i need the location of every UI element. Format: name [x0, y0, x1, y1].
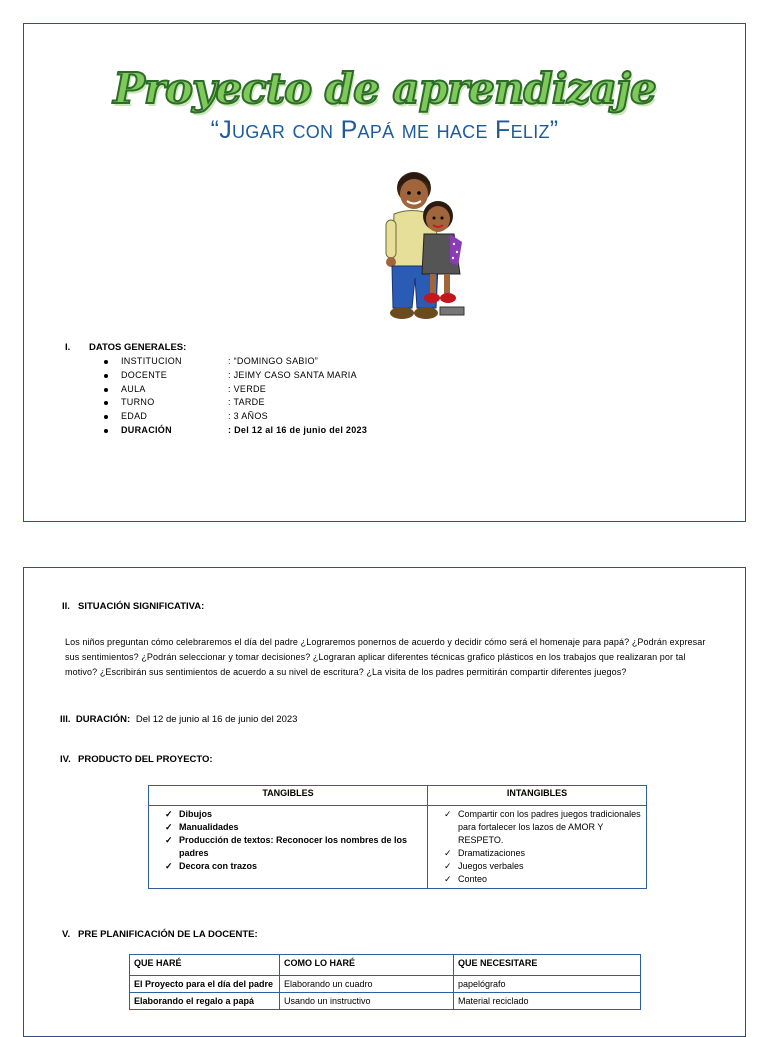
column-header: QUE NECESITARE [454, 955, 641, 976]
list-item [436, 873, 642, 886]
field-value: : VERDE [228, 383, 267, 394]
field-value: : JEIMY CASO SANTA MARIA [228, 369, 357, 380]
section-planificacion-heading [62, 929, 258, 940]
checkmark-icon: ✓ [444, 874, 452, 884]
project-subtitle: “Jugar con Papá me hace Feliz” [210, 116, 559, 144]
table-cell: El Proyecto para el día del padre [130, 976, 280, 993]
tangibles-list [157, 808, 423, 873]
intangibles-list [436, 808, 642, 886]
bullet-icon [104, 429, 108, 433]
project-title: Proyecto de aprendizaje [113, 64, 656, 113]
table-cell: Usando un instructivo [280, 993, 454, 1010]
section-duracion [60, 714, 297, 725]
section-number: III. [60, 714, 71, 725]
item-label: Juegos verbales [458, 861, 524, 871]
item-label: Compartir con los padres juegos tradicionales para fortalecer los lazos de AMOR Y RESPETO. [458, 809, 641, 845]
field-value: : TARDE [228, 397, 265, 408]
section-number: I. [65, 342, 71, 353]
field-label: AULA [121, 383, 146, 394]
checkmark-icon: ✓ [444, 861, 452, 871]
section-title: DATOS GENERALES: [89, 342, 187, 353]
field-label: TURNO [121, 397, 155, 408]
father-and-daughter-illustration [384, 166, 472, 328]
section-number: II. [62, 601, 70, 612]
checkmark-icon: ✓ [165, 822, 173, 832]
field-label: INSTITUCION [121, 356, 182, 366]
section-title: SITUACIÓN SIGNIFICATIVA: [78, 601, 205, 612]
checkmark-icon: ✓ [165, 861, 173, 871]
list-item [157, 821, 423, 834]
field-value: : 3 AÑOS [228, 411, 268, 422]
column-header: COMO LO HARÉ [280, 955, 454, 976]
bullet-icon [104, 374, 108, 378]
checkmark-icon: ✓ [165, 835, 173, 845]
section-producto-heading [60, 754, 213, 765]
section-number: V. [62, 929, 71, 940]
field-label: DURACIÓN [121, 424, 172, 435]
bullet-icon [104, 415, 108, 419]
checkmark-icon: ✓ [444, 809, 452, 819]
item-label: Decora con trazos [179, 861, 258, 871]
list-item [436, 860, 642, 873]
list-item [436, 808, 642, 847]
table-cell [149, 806, 428, 889]
section-number: IV. [60, 754, 71, 765]
section-title: PRE PLANIFICACIÓN DE LA DOCENTE: [78, 929, 258, 940]
section-title: PRODUCTO DEL PROYECTO: [78, 754, 213, 765]
table-cell: Elaborando un cuadro [280, 976, 454, 993]
bullet-icon [104, 388, 108, 392]
list-item [436, 847, 642, 860]
item-label: Dibujos [179, 809, 212, 819]
table-cell: Material reciclado [454, 993, 641, 1010]
bullet-icon [104, 401, 108, 405]
checkmark-icon: ✓ [165, 809, 173, 819]
section-situacion-heading [62, 601, 204, 612]
checkmark-icon: ✓ [444, 848, 452, 858]
situacion-paragraph: Los niños preguntan cómo celebraremos el día del padre ¿Lograremos ponernos de acuerdo y decidir cómo será el homenaje para papá? ¿Podrán expresar sus sentimientos? ¿Podrán seleccionar y tomar decisiones? ¿Lograran aplicar diferentes técnicas grafico plásticos en los trabajos que realizaran por tal motivo? ¿Escribirán sus sentimientos de acuerdo a su nivel de escritura? ¿La visita de los padres permitirán compartir diferentes juegos? [65, 637, 706, 677]
field-value: : “DOMINGO SABIO” [228, 356, 319, 366]
duracion-text: Del 12 de junio al 16 de junio del 2023 [135, 714, 298, 725]
list-item [157, 808, 423, 821]
list-item [157, 860, 423, 873]
page-1 [23, 23, 746, 522]
table-row [149, 806, 647, 889]
field-label: EDAD [121, 411, 148, 422]
table-row [130, 976, 641, 993]
table-row [130, 993, 641, 1010]
field-value: : Del 12 al 16 de junio del 2023 [228, 424, 368, 435]
planificacion-table [129, 954, 641, 1010]
bullet-icon [104, 360, 108, 364]
item-label: Manualidades [179, 822, 239, 832]
item-label: Conteo [458, 874, 488, 884]
column-header: INTANGIBLES [428, 786, 647, 806]
table-cell [428, 806, 647, 889]
section-title: DURACIÓN: [75, 714, 131, 725]
section-datos-generales-heading [65, 342, 186, 353]
field-label: DOCENTE [121, 369, 168, 380]
table-header-row [130, 955, 641, 976]
producto-table [148, 785, 647, 889]
column-header: TANGIBLES [149, 786, 428, 806]
item-label: Dramatizaciones [458, 848, 526, 858]
table-cell: papelógrafo [454, 976, 641, 993]
page-2 [23, 567, 746, 1037]
table-cell: Elaborando el regalo a papá [130, 993, 280, 1010]
column-header: QUE HARÉ [130, 955, 280, 976]
table-header-row [149, 786, 647, 806]
item-label: Producción de textos: Reconocer los nombres de los padres [179, 835, 408, 858]
list-item [157, 834, 423, 860]
